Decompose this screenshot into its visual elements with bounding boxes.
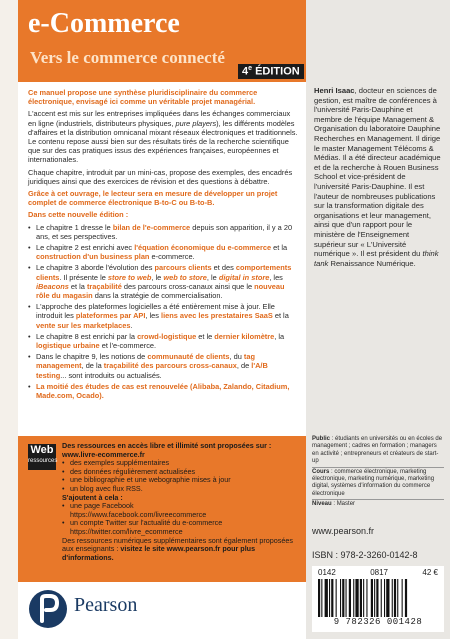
resources-site-link[interactable]: www.livre-ecommerce.fr <box>62 449 145 459</box>
resource-item: • des exemples supplémentaires <box>62 459 300 468</box>
barcode-bar <box>381 579 382 617</box>
book-title: e-Commerce <box>28 8 180 39</box>
lead-paragraph: Ce manuel propose une synthèse pluridisciplinaire du commerce électronique, envisagé ici comme un véritable projet managérial. <box>28 88 258 107</box>
barcode-bar <box>371 579 373 617</box>
barcode-bar <box>353 579 354 617</box>
barcode <box>312 566 444 632</box>
barcode-bar <box>336 579 337 617</box>
barcode-bar <box>392 579 393 617</box>
barcode-bar <box>340 579 341 617</box>
edition-badge: 4e ÉDITION <box>238 64 304 79</box>
description <box>28 88 300 402</box>
list-item: • La moitié des études de cas est renouvelée (Alibaba, Zalando, Citadium, Made.com, Ocado). <box>28 382 300 400</box>
cours-line: Cours : commerce électronique, marketing électronique, marketing numérique, marketing digital, systèmes d'information du commerce électronique <box>312 468 435 497</box>
barcode-bar <box>318 579 320 617</box>
resource-item: • un compte Twitter sur l'actualité du e-commerce <box>62 519 300 528</box>
barcode-bar <box>329 579 330 617</box>
book-subtitle: Vers le commerce connecté <box>30 48 225 67</box>
barcode-bar <box>321 579 322 617</box>
list-item: • L'approche des plateformes logicielles a été entièrement mise à jour. Elle introduit les plateformes par API, les liens avec les prestataires SaaS et la vente sur les marketplaces. <box>28 302 300 330</box>
barcode-bar <box>397 579 398 617</box>
barcode-bar <box>386 579 389 617</box>
barcode-bar <box>405 579 407 617</box>
barcode-bar <box>346 579 347 617</box>
resource-item: • des données régulièrement actualisées <box>62 468 300 477</box>
publisher-site[interactable]: www.pearson.fr <box>312 526 375 536</box>
price-line: 0142 0817 42 € <box>318 568 438 577</box>
niveau-line: Niveau : Master <box>312 501 356 508</box>
resource-item: • une bibliographie et une webographie mises à jour <box>62 476 300 485</box>
barcode-bar <box>363 579 364 617</box>
pearson-logo-icon <box>28 586 68 632</box>
barcode-number: 9 782326 001428 <box>333 617 423 627</box>
barcode-bar <box>325 579 328 617</box>
barcode-bar <box>331 579 333 617</box>
list-item: • Le chapitre 8 est enrichi par la crowd-logistique et le dernier kilomètre, la logistique urbaine et l'e-commerce. <box>28 332 300 350</box>
barcode-bar <box>384 579 385 617</box>
facebook-link[interactable]: https://www.facebook.com/livreecommerce <box>70 509 207 519</box>
publisher-name: Pearson <box>74 594 138 616</box>
isbn: ISBN : 978-2-3260-0142-8 <box>312 550 418 560</box>
list-item: • Le chapitre 2 est enrichi avec l'équation économique du e-commerce et la construction d'un business plan e-commerce. <box>28 243 300 261</box>
barcode-bar <box>374 579 375 617</box>
list-item: • Dans le chapitre 9, les notions de communauté de clients, du tag management, de la traçabilité des parcours cross-canaux, de l'A/B testing... sont introduits ou actualisés. <box>28 352 300 380</box>
barcode-bar <box>376 579 378 617</box>
resources-text: Des ressources en accès libre et illimité sont proposées sur : www.livre-ecommerce.fr • des exemples supplémentaires • des données régulièrement actualisées • une bibliographie et une webographie mises à jour • un blog avec flux RSS. S'ajoutent à cela : • une page Facebook https://www.facebook.com/livreecommerce • un compte Twitter sur l'actualité du e-commerce https://twitter.com/livre_ecommerce Des ressources numériques supplémentaires sont également proposées aux enseignants : visitez le site www.pearson.fr pour plus d'informations. <box>62 442 300 562</box>
barcode-bar <box>394 579 396 617</box>
public-line: Public : étudiants en universités ou en écoles de management ; cadres en formation ; managers en activité ; entrepreneurs et créateurs de start-up <box>312 436 443 465</box>
barcode-bar <box>355 579 358 617</box>
twitter-link[interactable]: https://twitter.com/livre_ecommerce <box>70 526 183 536</box>
barcode-bar <box>366 579 367 617</box>
barcode-bar <box>402 579 403 617</box>
paragraph-focus: L'accent est mis sur les entreprises impliquées dans les échanges commerciaux en ligne (industriels, distributeurs physiques, pure players), les différents modèles d'affaires et la distribution omnicanal mixant réseaux électroniques et traditionnels. Le contenu repose aussi bien sur des résultats tirés de la recherche scientifique que sur des cas pratiques issus des expériences françaises, européennes et internationales. <box>28 109 298 165</box>
resource-item: • un blog avec flux RSS. <box>62 485 300 494</box>
audience-info <box>312 436 444 509</box>
barcode-bar <box>360 579 362 617</box>
resource-item: • une page Facebook <box>62 502 300 511</box>
new-edition-title: Dans cette nouvelle édition : <box>28 210 129 220</box>
list-item: • Le chapitre 3 aborde l'évolution des parcours clients et des comportements clients. Il présente le store to web, le web to store, le digital in store, les iBeacons et la traçabilité des parcours cross-canaux ainsi que le nouveau rôle du magasin dans la stratégie de commercialisation. <box>28 263 300 300</box>
barcode-bar <box>342 579 344 617</box>
barcode-bar <box>349 579 351 617</box>
list-item: • Le chapitre 1 dresse le bilan de l'e-commerce depuis son apparition, il y a 20 ans, et ses perspectives. <box>28 223 300 241</box>
web-resources-badge: Web ressources <box>28 444 56 470</box>
paragraph-chapters: Chaque chapitre, introduit par un mini-cas, propose des exemples, des encadrés juridiques ainsi que des exercices de révision et des questions à débattre. <box>28 167 293 186</box>
author-bio: Henri Isaac, docteur en sciences de gestion, est maître de conférences à l'université Paris-Dauphine et membre de l'équipe Management & Organisation du laboratoire Dauphine Recherches en Management. Il dirige le master Management Télécoms & Médias. Il a été directeur académique et de la recherche à Rouen Business School et vice-président de l'université Paris-Dauphine. Il est l'auteur de nombreuses publications sur la transformation digitale des organisations et leur management, ainsi que d'un rapport pour le ministère de l'Enseignement supérieur sur « L'Université numérique ». Il est président du think tank Renaissance Numérique. <box>314 86 441 268</box>
teachers-note: Des ressources numériques supplémentaires sont également proposées aux enseignants : visitez le site www.pearson.fr pour plus d'informations. <box>62 535 293 562</box>
paragraph-goal: Grâce à cet ouvrage, le lecteur sera en mesure de développer un projet complet de commerce électronique B-to-C ou B-to-B. <box>28 189 278 208</box>
barcode-bars <box>318 579 438 617</box>
